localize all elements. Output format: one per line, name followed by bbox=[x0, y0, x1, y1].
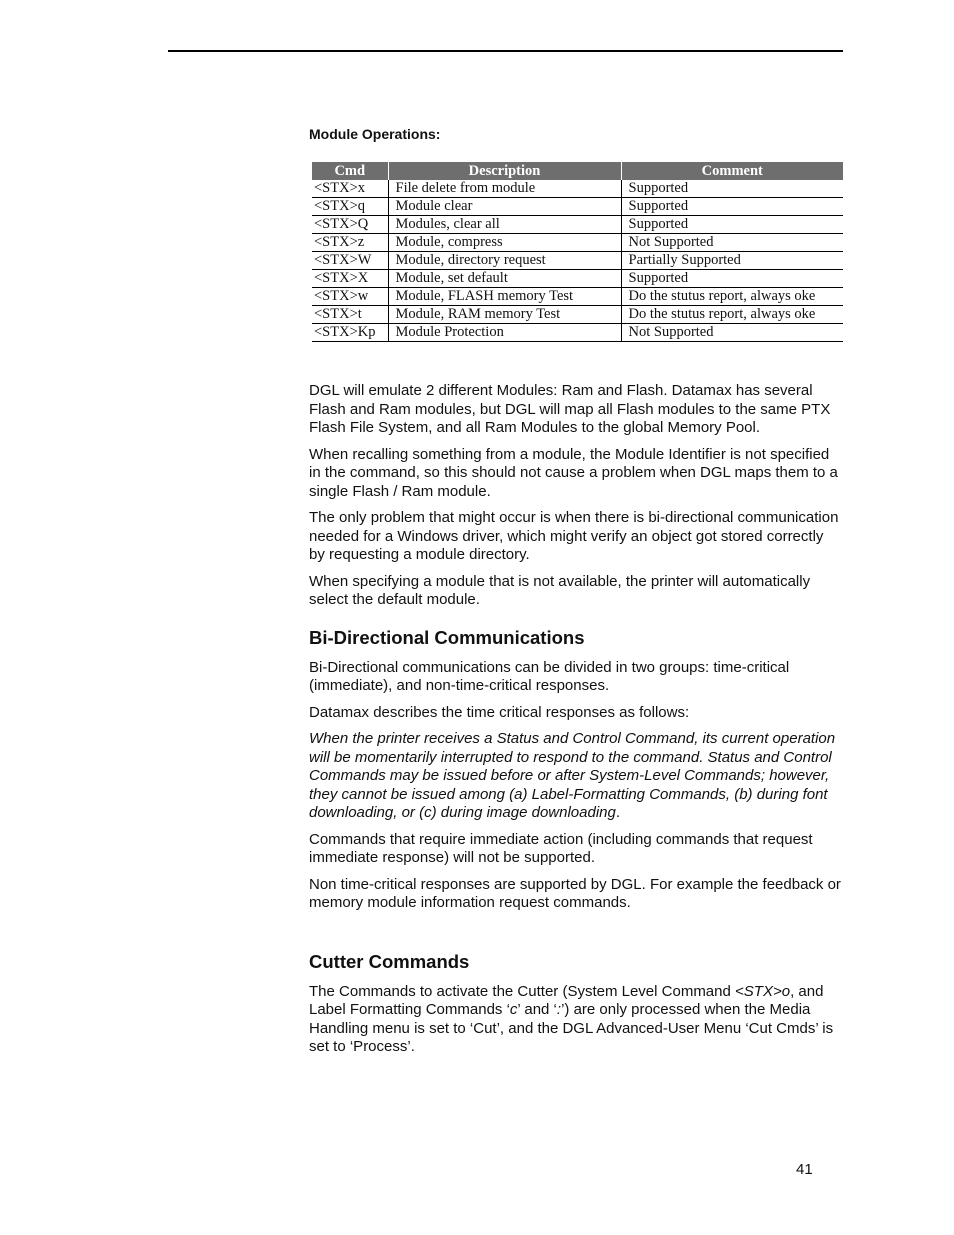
cell-description: Module, FLASH memory Test bbox=[388, 288, 621, 306]
quote-end: . bbox=[615, 804, 621, 821]
cutter-cmd: <STX>o bbox=[735, 982, 791, 1000]
table-row bbox=[312, 270, 843, 288]
table-row bbox=[312, 324, 843, 342]
section-label: Module Operations: bbox=[309, 126, 441, 142]
cell-cmd: <STX>X bbox=[312, 270, 388, 288]
cell-comment: Supported bbox=[621, 270, 843, 288]
cell-description: Module, compress bbox=[388, 234, 621, 252]
cell-description: File delete from module bbox=[388, 180, 621, 198]
cutter-text-2: , and Label Formatting Commands ‘ bbox=[309, 982, 824, 1018]
table-row bbox=[312, 252, 843, 270]
cell-cmd: <STX>t bbox=[312, 306, 388, 324]
paragraph-non-time-critical: Non time-critical responses are supported by DGL. For example the feedback or memory module information request commands. bbox=[309, 875, 841, 911]
paragraph-bidir-groups: Bi-Directional communications can be divided in two groups: time-critical (immediate), and non-time-critical responses. bbox=[309, 658, 790, 694]
cell-comment: Supported bbox=[621, 180, 843, 198]
cell-description: Module, RAM memory Test bbox=[388, 306, 621, 324]
cell-cmd: <STX>Kp bbox=[312, 324, 388, 342]
cell-comment: Supported bbox=[621, 198, 843, 216]
table-row bbox=[312, 198, 843, 216]
heading-cutter: Cutter Commands bbox=[309, 950, 470, 972]
cell-comment: Do the stutus report, always oke bbox=[621, 288, 843, 306]
cell-description: Module, set default bbox=[388, 270, 621, 288]
table-header-row bbox=[312, 162, 843, 180]
cell-comment: Do the stutus report, always oke bbox=[621, 306, 843, 324]
cell-description: Module, directory request bbox=[388, 252, 621, 270]
cell-cmd: <STX>Q bbox=[312, 216, 388, 234]
cell-comment: Supported bbox=[621, 216, 843, 234]
table-row bbox=[312, 216, 843, 234]
table-row bbox=[312, 234, 843, 252]
cutter-text-3: ’ and ‘ bbox=[517, 1001, 557, 1018]
cell-description: Module Protection bbox=[388, 324, 621, 342]
header-comment: Comment bbox=[621, 162, 843, 180]
cell-comment: Not Supported bbox=[621, 324, 843, 342]
table-row bbox=[312, 288, 843, 306]
cell-cmd: <STX>w bbox=[312, 288, 388, 306]
cell-cmd: <STX>x bbox=[312, 180, 388, 198]
header-rule bbox=[168, 50, 843, 52]
cutter-colon: : bbox=[556, 1001, 562, 1018]
table-row bbox=[312, 180, 843, 198]
heading-bidirectional: Bi-Directional Communications bbox=[309, 626, 585, 648]
table-row bbox=[312, 306, 843, 324]
page-number: 41 bbox=[796, 1161, 813, 1178]
header-description: Description bbox=[388, 162, 621, 180]
paragraph-modules-emulation: DGL will emulate 2 different Modules: Ram and Flash. Datamax has several Flash and Ram modules, but DGL will map all Flash modules to the same PTX Flash File System, and all Ram Modules to the global Memory Pool. bbox=[309, 382, 831, 436]
cell-cmd: <STX>q bbox=[312, 198, 388, 216]
paragraph-immediate-action: Commands that require immediate action (including commands that request immediate response) will not be supported. bbox=[309, 830, 813, 866]
module-operations-table bbox=[312, 162, 843, 342]
cutter-text-1: The Commands to activate the Cutter (System Level Command bbox=[309, 982, 736, 1000]
paragraph-default-module: When specifying a module that is not available, the printer will automatically select the default module. bbox=[309, 572, 811, 608]
paragraph-quote bbox=[309, 730, 843, 823]
cell-comment: Partially Supported bbox=[621, 252, 843, 270]
cell-cmd: <STX>W bbox=[312, 252, 388, 270]
paragraph-module-identifier: When recalling something from a module, the Module Identifier is not specified in the command, so this should not cause a problem when DGL maps them to a single Flash / Ram module. bbox=[309, 445, 838, 500]
cutter-c: c bbox=[509, 1001, 518, 1018]
paragraph-bidirectional-problem: The only problem that might occur is when there is bi-directional communication needed for a Windows driver, which might verify an object got stored correctly by requesting a module directory. bbox=[309, 509, 839, 563]
cell-comment: Not Supported bbox=[621, 234, 843, 252]
header-cmd: Cmd bbox=[312, 162, 388, 180]
paragraph-cutter bbox=[309, 983, 843, 1057]
cutter-text-4: ’) are only processed when the Media Handling menu is set to ‘Cut’, and the DGL Advanced-User Menu ‘Cut Cmds’ is set to ‘Process’. bbox=[309, 1001, 834, 1055]
cell-description: Modules, clear all bbox=[388, 216, 621, 234]
page-content bbox=[309, 126, 843, 1065]
cell-cmd: <STX>z bbox=[312, 234, 388, 252]
paragraph-bidir-intro: Datamax describes the time critical responses as follows: bbox=[309, 703, 690, 721]
quote-text: When the printer receives a Status and Control Command, its current operation will be momentarily interrupted to respond to the command. Status and Control Commands may be issued before or after System-Level Commands; however, they cannot be issued among (a) Label-Formatting Commands, (b) during font downloading, or (c) during image downloading bbox=[309, 730, 836, 821]
cell-description: Module clear bbox=[388, 198, 621, 216]
